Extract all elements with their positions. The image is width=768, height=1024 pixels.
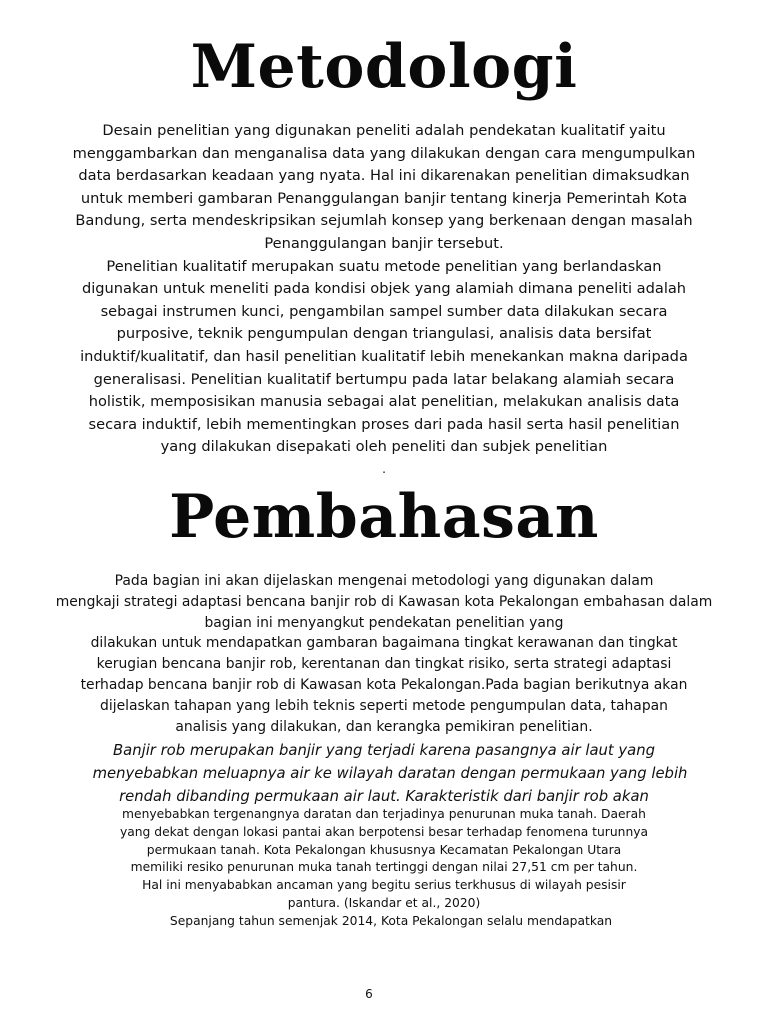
text-line: untuk memberi gambaran Penanggulangan banjir tentang kinerja Pemerintah Kota: [80, 189, 688, 207]
heading-metodologi: Metodologi: [190, 32, 578, 102]
heading-pembahasan: Pembahasan: [169, 482, 599, 552]
karakteristik-paragraph: [0, 806, 768, 931]
text-line: terhadap bencana banjir rob di Kawasan kota Pekalongan.Pada bagian berikutnya akan: [80, 676, 688, 693]
text-line: rendah dibanding permukaan air laut. Karakteristik dari banjir rob akan: [119, 788, 649, 805]
text-line: mengkaji strategi adaptasi bencana banjir rob di Kawasan kota Pekalongan embahasan dalam: [55, 593, 713, 610]
page-number: 6: [365, 987, 373, 1001]
text-line: yang dekat dengan lokasi pantai akan berpotensi besar terhadap fenomena turunnya: [119, 824, 649, 839]
text-line: Desain penelitian yang digunakan peneliti adalah pendekatan kualitatif yaitu: [102, 122, 666, 139]
text-line: kerugian bencana banjir rob, kerentanan dan tingkat risiko, serta strategi adaptasi: [96, 656, 672, 673]
text-line: generalisasi. Penelitian kualitatif bertumpu pada latar belakang alamiah secara: [93, 370, 675, 388]
text-line: induktif/kualitatif, dan hasil penelitian kualitatif lebih menekankan makna daripada: [80, 347, 688, 365]
text-line: yang dilakukan disepakati oleh peneliti dan subjek penelitian: [160, 438, 608, 456]
text-line: dilakukan untuk mendapatkan gambaran bagaimana tingkat kerawanan dan tingkat: [90, 635, 678, 652]
text-line: Penelitian kualitatif merupakan suatu metode penelitian yang berlandaskan: [106, 257, 662, 275]
text-line: Banjir rob merupakan banjir yang terjadi karena pasangnya air laut yang: [112, 742, 656, 759]
text-line: memiliki resiko penurunan muka tanah tertinggi dengan nilai 27,51 cm per tahun.: [130, 860, 638, 875]
text-line: holistik, memposisikan manusia sebagai alat penelitian, melakukan analisis data: [88, 393, 680, 411]
text-line: Pada bagian ini akan dijelaskan mengenai metodologi yang digunakan dalam: [114, 573, 654, 589]
text-line: Sepanjang tahun semenjak 2014, Kota Pekalongan selalu mendapatkan: [169, 913, 613, 928]
pembahasan-intro: [0, 571, 768, 737]
text-line: Penanggulangan banjir tersebut.: [264, 234, 504, 252]
text-line: digunakan untuk meneliti pada kondisi objek yang alamiah dimana peneliti adalah: [81, 280, 687, 298]
text-line: sebagai instrumen kunci, pengambilan sampel sumber data dilakukan secara: [100, 302, 668, 320]
text-line: menyebabkan tergenangnya daratan dan terjadinya penurunan muka tanah. Daerah: [122, 807, 646, 821]
text-line: menggambarkan dan menganalisa data yang dilakukan dengan cara mengumpulkan: [72, 144, 696, 162]
text-line: dijelaskan tahapan yang lebih teknis seperti metode pengumpulan data, tahapan: [100, 697, 668, 714]
text-line: Hal ini menyababkan ancaman yang begitu serius terkhusus di wilayah pesisir: [142, 878, 626, 893]
text-line: bagian ini menyangkut pendekatan penelitian yang: [204, 614, 564, 631]
text-line: permukaan tanah. Kota Pekalongan khususnya Kecamatan Pekalongan Utara: [146, 842, 622, 857]
text-line: pantura. (Iskandar et al., 2020): [287, 895, 481, 910]
text-line: analisis yang dilakukan, dan kerangka pemikiran penelitian.: [175, 718, 593, 735]
text-line: secara induktif, lebih mementingkan proses dari pada hasil serta hasil penelitian: [88, 415, 680, 433]
text-line: purposive, teknik pengumpulan dengan triangulasi, analisis data bersifat: [116, 325, 652, 343]
separator-dot: .: [382, 462, 386, 476]
text-line: data berdasarkan keadaan yang nyata. Hal ini dikarenakan penelitian dimaksudkan: [78, 167, 690, 185]
text-line: menyebabkan meluapnya air ke wilayah daratan dengan permukaan yang lebih: [92, 765, 688, 782]
text-line: Bandung, serta mendeskripsikan sejumlah konsep yang berkenaan dengan masalah: [75, 212, 693, 230]
banjir-rob-paragraph: [0, 739, 768, 808]
metodologi-paragraphs: [0, 120, 768, 459]
